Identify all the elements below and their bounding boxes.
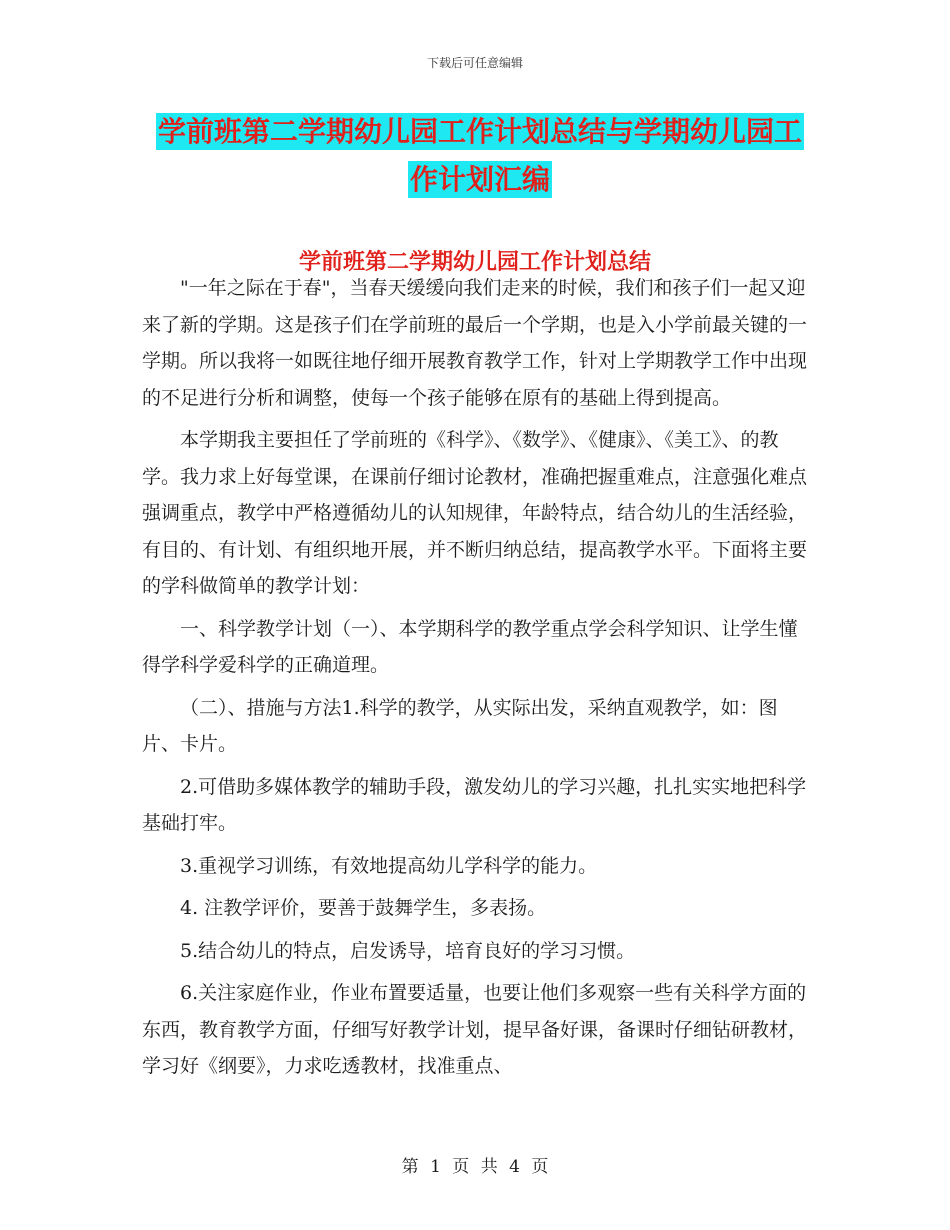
document-title (140, 108, 820, 204)
page-number: 第 1 页 共 4 页 (401, 1157, 549, 1177)
body-text (142, 270, 810, 1085)
header-note: 下载后可任意编辑 (426, 56, 523, 70)
document-title-line-2: 作计划汇编 (409, 163, 550, 196)
paragraph: 本学期我主要担任了学前班的《科学》、《数学》、《健康》、《美工》、的教学。我力求上好每堂课，在课前仔细讨论教材，准确把握重难点，注意强化难点强调重点，教学中严格遵循幼儿的认知规律，年龄特点，结合幼儿的生活经验，有目的、有计划、有组织地开展，并不断归纳总结，提高教学水平。下面将主要的学科做简单的教学计划： (142, 429, 808, 597)
paragraph: 一、科学教学计划（一）、本学期科学的教学重点学会科学知识、让学生懂得学科学爱科学的正确道理。 (142, 617, 798, 676)
section-title: 学前班第二学期幼儿园工作计划总结 (298, 250, 651, 275)
paragraph: "一年之际在于春"，当春天缓缓向我们走来的时候，我们和孩子们一起又迎来了新的学期。这是孩子们在学前班的最后一个学期，也是入小学前最关键的一学期。所以我将一如既往地仔细开展教育教学工作，针对上学期教学工作中出现的不足进行分析和调整，使每一个孩子能够在原有的基础上得到提高。 (142, 277, 808, 409)
paragraph: （二）、措施与方法1.科学的教学，从实际出发，采纳直观教学，如：图片、卡片。 (142, 696, 778, 755)
document-title-line-1: 学前班第二学期幼儿园工作计划总结与学期幼儿园工 (157, 115, 802, 148)
paragraph: 4. 注教学评价，要善于鼓舞学生，多表扬。 (180, 897, 547, 919)
paragraph: 6.关注家庭作业，作业布置要适量，也要让他们多观察一些有关科学方面的东西，教育教学方面，仔细写好教学计划，提早备好课，备课时仔细钻研教材，学习好《纲要》，力求吃透教材，找准重点、 (142, 982, 808, 1077)
paragraph: 3.重视学习训练，有效地提高幼儿学科学的能力。 (180, 854, 598, 877)
paragraph: 5.结合幼儿的特点，启发诱导，培育良好的学习习惯。 (180, 939, 636, 962)
paragraph: 2.可借助多媒体教学的辅助手段，激发幼儿的学习兴趣，扎扎实实地把科学基础打牢。 (142, 775, 807, 834)
